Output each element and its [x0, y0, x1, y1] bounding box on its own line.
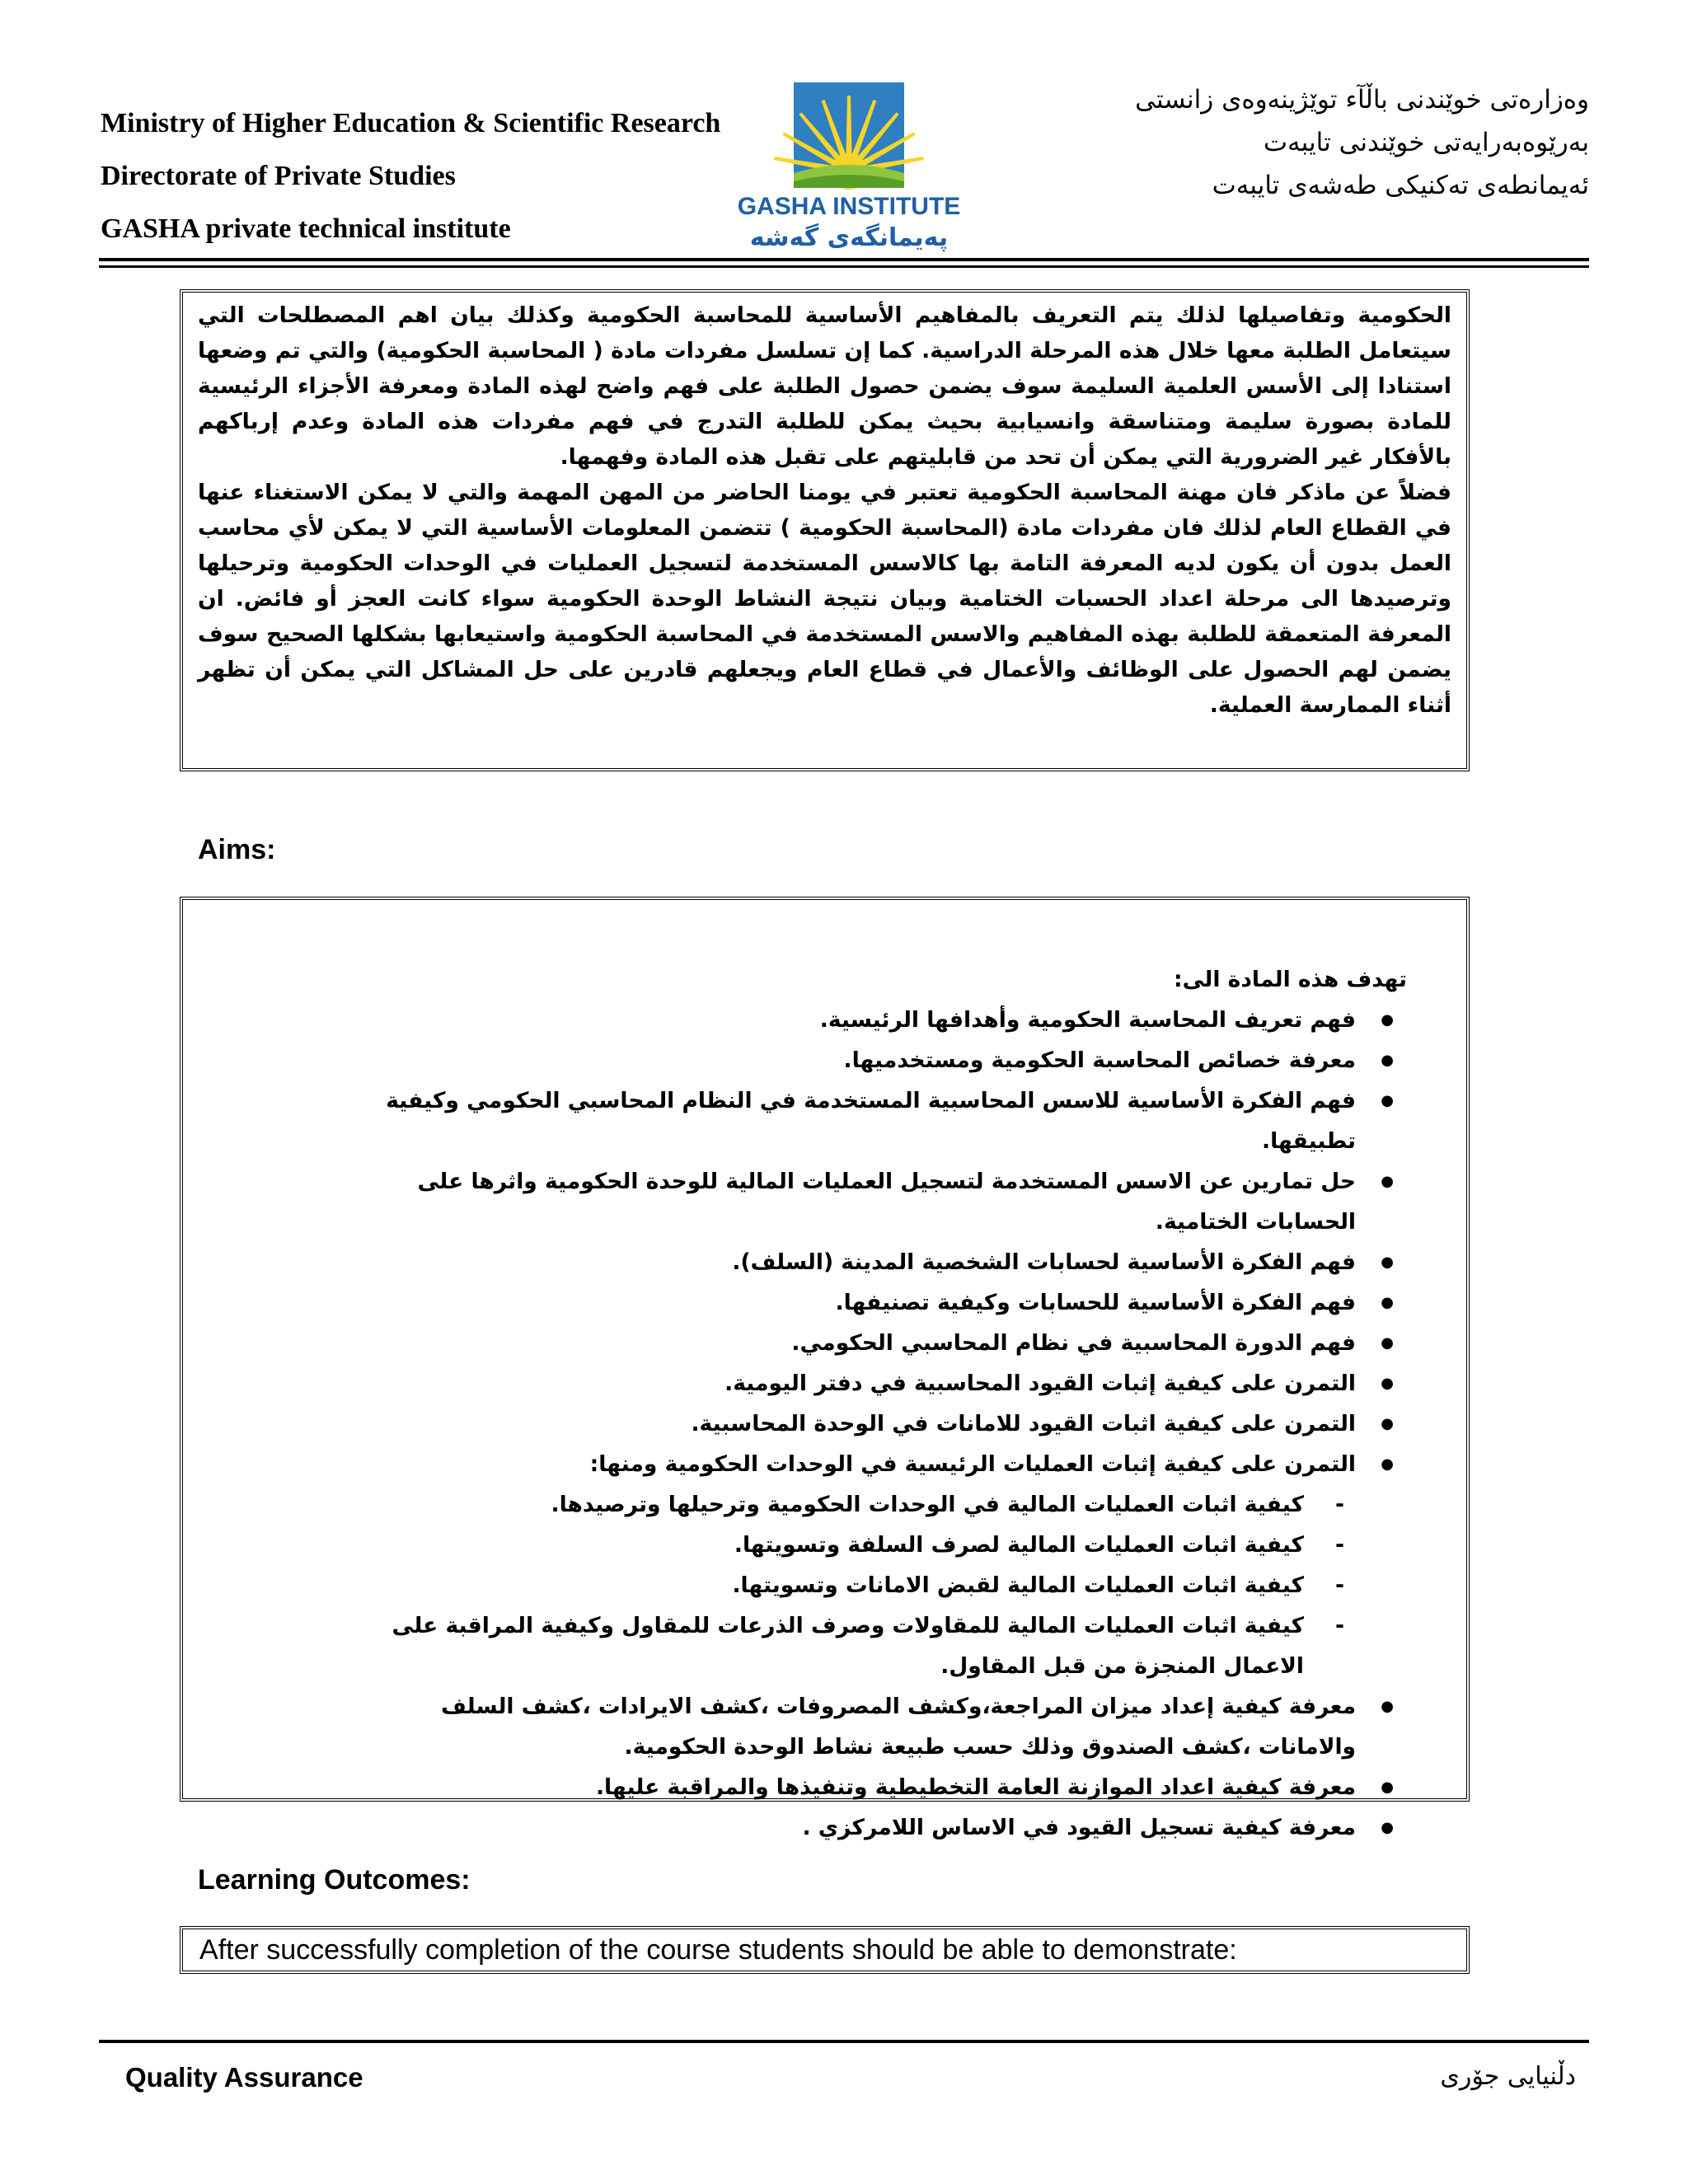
header-english-block: [101, 97, 793, 255]
aims-item: ● معرفة كيفية اعداد الموازنة العامة التخطيطية وتنفيذها والمراقبة عليها.: [381, 1767, 1407, 1807]
aims-subitem: - كيفية اثبات العمليات المالية في الوحدات الحكومية وترحيلها وترصيدها.: [381, 1484, 1407, 1525]
aims-item: ● التمرن على كيفية اثبات القيود للامانات في الوحدة المحاسبية.: [381, 1404, 1407, 1444]
gasha-logo: [725, 82, 973, 255]
aims-item: ● فهم الدورة المحاسبية في نظام المحاسبي الحكومي.: [381, 1323, 1407, 1363]
directorate-name: Directorate of Private Studies: [101, 161, 456, 191]
intro-paragraph-1: الحكومية وتفاصيلها لذلك يتم التعريف بالمفاهيم الأساسية للمحاسبة الحكومية وكذلك بيان اهم المصطلحات التي سيتعامل الطلبة معها خلال هذه المرحلة الدراسية. كما إن تسلسل مفردات مادة ( المحاسبة الحكومية) والتي تم وضعها استنادا إلى الأسس العلمية السليمة سوف يضمن حصول الطلبة على فهم واضح لهذه المادة ومعرفة الأجزاء الرئيسية للمادة بصورة سليمة ومتناسقة وانسيابية بحيث يمكن للطلبة التدرج في فهم مفردات هذه المادة وعدم إرباكهم بالأفكار غير الضرورية التي يمكن أن تحد من قابليتهم على تقبل هذه المادة وفهمها.: [198, 302, 1451, 470]
aims-item: ● معرفة كيفية إعداد ميزان المراجعة،وكشف المصروفات ،كشف الايرادات ،كشف السلف والامانات ،كشف الصندوق وذلك حسب طبيعة نشاط الوحدة الحكومية.: [381, 1686, 1407, 1767]
aims-item: ● فهم تعريف المحاسبة الحكومية وأهدافها الرئيسية.: [381, 1000, 1407, 1040]
directorate-name-kurdish: بەرێوەبەرایەتی خوێندنی تایبەت: [1263, 128, 1589, 157]
learning-outcomes-heading: Learning Outcomes:: [198, 1864, 471, 1896]
header-kurdish-block: [1012, 78, 1589, 207]
footer-quality-assurance-kurdish: دڵنیایی جۆری: [1440, 2062, 1576, 2091]
logo-kurdish-text: پەیمانگەی گەشە: [749, 223, 949, 252]
footer-rule: [99, 2040, 1589, 2043]
aims-item: ● فهم الفكرة الأساسية لحسابات الشخصية المدينة (السلف).: [381, 1242, 1407, 1282]
intro-text: [198, 298, 1451, 723]
header-rule-bottom: [99, 265, 1589, 268]
ministry-name: Ministry of Higher Education & Scientific Research: [101, 108, 721, 138]
aims-subitem: - كيفية اثبات العمليات المالية لقبض الامانات وتسويتها.: [381, 1565, 1407, 1605]
aims-list: [381, 959, 1407, 1848]
aims-item: ● التمرن على كيفية إثبات العمليات الرئيسية في الوحدات الحكومية ومنها:: [381, 1444, 1407, 1484]
learning-outcomes-text: After successfully completion of the course students should be able to demonstrate:: [199, 1934, 1237, 1966]
aims-heading: Aims:: [198, 834, 276, 865]
aims-item: ● التمرن على كيفية إثبات القيود المحاسبية في دفتر اليومية.: [381, 1363, 1407, 1404]
aims-subitem: - كيفية اثبات العمليات المالية لصرف السلفة وتسويتها.: [381, 1525, 1407, 1565]
aims-box: [180, 897, 1470, 1840]
aims-intro: تهدف هذه المادة الى:: [1174, 967, 1407, 992]
aims-item: ● فهم الفكرة الأساسية للاسس المحاسبية المستخدمة في النظام المحاسبي الحكومي وكيفية تطبيقها.: [381, 1080, 1407, 1161]
logo-name-text: GASHA INSTITUTE: [737, 193, 961, 220]
aims-item: ● حل تمارين عن الاسس المستخدمة لتسجيل العمليات المالية للوحدة الحكومية واثرها على الحسابات الختامية.: [381, 1161, 1407, 1242]
intro-box: [180, 289, 1470, 771]
aims-item: ● معرفة كيفية تسجيل القيود في الاساس اللامركزي .: [381, 1807, 1407, 1848]
intro-paragraph-2: فضلاً عن ماذكر فان مهنة المحاسبة الحكومية تعتبر في يومنا الحاضر من المهن المهمة والتي لا يمكن الاستغناء عنها في القطاع العام لذلك فان مفردات مادة (المحاسبة الحكومية ) تتضمن المعلومات الأساسية التي لا يمكن لأي محاسب العمل بدون أن يكون لديه المعرفة التامة بها كالاسس المستخدمة لتسجيل العمليات في الوحدات الحكومية وترحيلها وترصيدها الى مرحلة اعداد الحسبات الختامية وبيان نتيجة النشاط الوحدة الحكومية سواء كانت العجز أو فائض. ان المعرفة المتعمقة للطلبة بهذه المفاهيم والاسس المستخدمة في المحاسبة الحكومية واستيعابها بشكلها الصحيح سوف يضمن لهم الحصول على الوظائف والأعمال في قطاع العام ويجعلهم قادرين على حل المشاكل التي يمكن أن تظهر أثناء الممارسة العملية.: [198, 480, 1451, 718]
header-rule-top: [99, 258, 1589, 261]
institute-name: GASHA private technical institute: [101, 213, 511, 244]
aims-subitem: - كيفية اثبات العمليات المالية للمقاولات وصرف الذرعات للمقاول وكيفية المراقبة على الاعمال المنجزة من قبل المقاول.: [381, 1605, 1407, 1686]
ministry-name-kurdish: وەزارەتی خوێندنی باڵآء توێژینەوەی زانستی: [1135, 85, 1589, 115]
logo-sun-icon: [774, 82, 925, 190]
aims-item: ● فهم الفكرة الأساسية للحسابات وكيفية تصنيفها.: [381, 1282, 1407, 1323]
institute-name-kurdish: ئەیمانطەی تەکنیکی طەشەی تایبەت: [1212, 171, 1589, 200]
learning-outcomes-box: [180, 1926, 1470, 1974]
footer-quality-assurance: Quality Assurance: [125, 2062, 363, 2093]
aims-item: ● معرفة خصائص المحاسبة الحكومية ومستخدميها.: [381, 1040, 1407, 1080]
